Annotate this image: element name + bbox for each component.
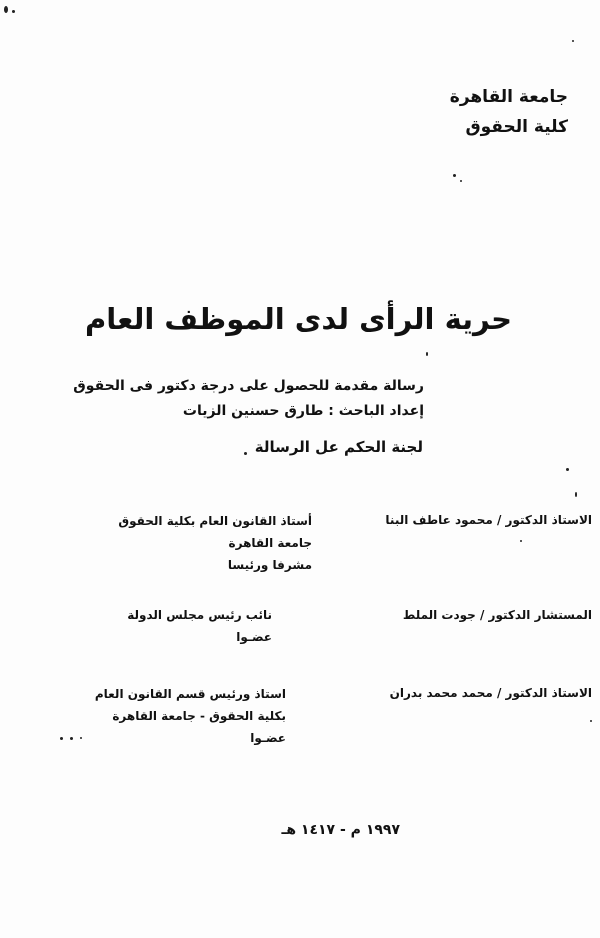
degree-statement: رسالة مقدمة للحصول على درجة دكتور فى الحقوق [73, 378, 424, 394]
thesis-title: حرية الرأى لدى الموظف العام [84, 302, 512, 336]
committee-member-role [95, 683, 286, 749]
thesis-subtitle [73, 374, 424, 424]
committee-member-name: المستشار الدكتور / جودت الملط [402, 608, 592, 622]
institution-header [450, 82, 568, 142]
member-role-line: عضـوا [250, 731, 286, 745]
committee-member-role [118, 510, 312, 576]
faculty-name: كلية الحقوق [465, 117, 568, 137]
university-name: جامعة القاهرة [449, 87, 568, 107]
thesis-date: ١٩٩٧ م - ١٤١٧ هـ [281, 822, 400, 838]
member-role-line: بكلية الحقوق - جامعة القاهرة [112, 709, 286, 723]
committee-member-name: الاستاذ الدكتور / محمود عاطف البنا [385, 513, 592, 527]
committee-heading: لجنة الحكم عل الرسالة [254, 438, 423, 456]
researcher-line: إعداد الباحث : طارق حسنين الزيات [182, 403, 424, 419]
member-role-line: جامعة القاهرة [228, 536, 312, 550]
committee-member-name: الاستاذ الدكتور / محمد محمد بدران [389, 686, 592, 700]
member-role-line: نائب رئيس مجلس الدولة [127, 608, 272, 622]
committee-member-role [127, 604, 272, 648]
member-role-line: استاذ ورئيس قسم القانون العام [94, 687, 286, 701]
member-role-line: عضـوا [236, 630, 272, 644]
member-role-line: أستاذ القانون العام بكلية الحقوق [118, 514, 312, 528]
member-role-line: مشرفا ورئيسا [227, 558, 312, 572]
